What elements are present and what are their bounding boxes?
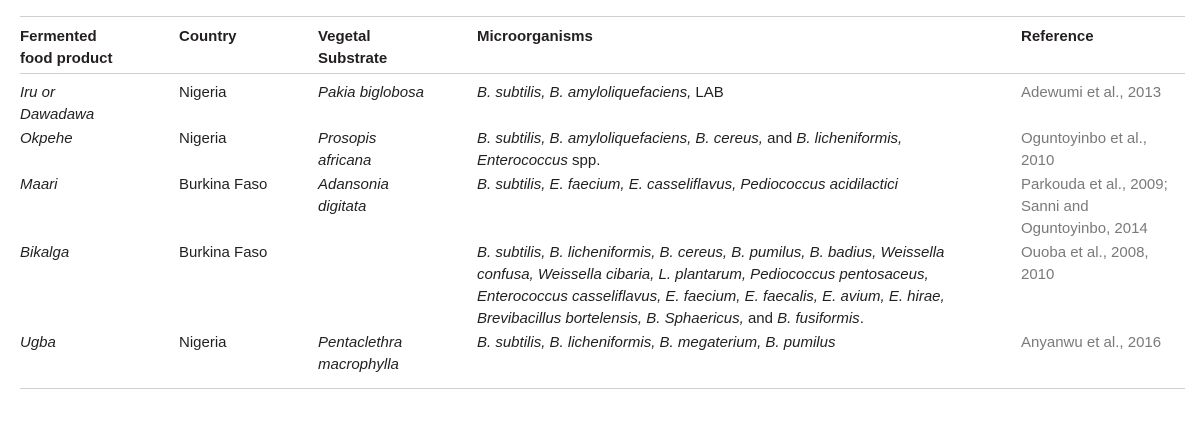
header-product-label: Fermented food product: [20, 28, 113, 67]
table-row: [20, 331, 1185, 389]
cell-reference: [1021, 173, 1185, 241]
cell-product: [20, 127, 179, 173]
fermented-foods-table: [20, 16, 1185, 389]
header-substrate: [318, 17, 477, 74]
header-substrate-label: Vegetal Substrate: [318, 28, 388, 67]
product-name: Ugba: [20, 334, 56, 351]
header-microorganisms-label: Microorganisms: [477, 28, 593, 45]
cell-microorganisms: [477, 74, 1021, 128]
connector-text: and: [743, 310, 778, 327]
species-text: B. subtilis, B. licheniformis, B. megaterium, B. pumilus: [477, 334, 836, 351]
connector-text: and: [762, 130, 797, 147]
header-product: [20, 17, 179, 74]
cell-reference: [1021, 331, 1185, 389]
table-body: [20, 74, 1185, 389]
country-name: Nigeria: [179, 334, 227, 351]
product-name: Maari: [20, 176, 58, 193]
header-country: [179, 17, 318, 74]
microorganisms-list: [477, 174, 1021, 196]
species-text: B. subtilis, B. amyloliquefaciens,: [477, 84, 692, 101]
connector-text: LAB: [691, 84, 724, 101]
cell-country: [179, 241, 318, 331]
product-name: Iru or Dawadawa: [20, 84, 95, 123]
cell-product: [20, 74, 179, 128]
cell-microorganisms: [477, 173, 1021, 241]
cell-substrate: [318, 74, 477, 128]
cell-microorganisms: [477, 331, 1021, 389]
cell-reference: [1021, 127, 1185, 173]
cell-country: [179, 173, 318, 241]
microorganisms-list: [477, 332, 1021, 354]
country-name: Burkina Faso: [179, 244, 268, 261]
cell-reference: [1021, 241, 1185, 331]
microorganisms-list: [477, 128, 942, 172]
cell-substrate: [318, 127, 477, 173]
header-country-label: Country: [179, 28, 237, 45]
header-microorganisms: [477, 17, 1021, 74]
product-name: Bikalga: [20, 244, 70, 261]
cell-country: [179, 74, 318, 128]
cell-product: [20, 331, 179, 389]
cell-substrate: [318, 173, 477, 241]
reference-text: Adewumi et al., 2013: [1021, 84, 1162, 101]
country-name: Nigeria: [179, 84, 227, 101]
cell-reference: [1021, 74, 1185, 128]
cell-country: [179, 127, 318, 173]
connector-text: .: [859, 310, 864, 327]
substrate-name: Adansonia digitata: [318, 176, 389, 215]
cell-product: [20, 173, 179, 241]
table-row: [20, 173, 1185, 241]
reference-text: Ouoba et al., 2008, 2010: [1021, 244, 1149, 283]
cell-product: [20, 241, 179, 331]
microorganisms-list: [477, 242, 982, 330]
country-name: Nigeria: [179, 130, 227, 147]
table-header: [20, 17, 1185, 74]
header-reference-label: Reference: [1021, 28, 1094, 45]
table-row: [20, 241, 1185, 331]
species-text: B. subtilis, B. licheniformis, B. cereus, B. pumilus, B. badius, Weissella confusa, Weissella cibaria, L. plantarum, Pediococcus pentosaceus, Enterococcus casseliflavus, E. faecium, E. faecalis, E. avium, E. hirae, Brevibacillus bortelensis, B. Sphaericus,: [477, 244, 945, 327]
cell-country: [179, 331, 318, 389]
species-text: B. licheniformis, Enterococcus: [477, 130, 903, 169]
connector-text: spp.: [567, 152, 601, 169]
reference-text: Oguntoyinbo et al., 2010: [1021, 130, 1147, 169]
table-row: [20, 74, 1185, 128]
product-name: Okpehe: [20, 130, 73, 147]
species-text: B. subtilis, B. amyloliquefaciens, B. cereus,: [477, 130, 763, 147]
microorganisms-list: [477, 82, 1021, 104]
substrate-name: Prosopis africana: [318, 130, 377, 169]
cell-microorganisms: [477, 127, 1021, 173]
species-text: B. fusiformis: [777, 310, 860, 327]
species-text: B. subtilis, E. faecium, E. casseliflavus, Pediococcus acidilactici: [477, 176, 899, 193]
substrate-name: Pakia biglobosa: [318, 84, 424, 101]
fermented-foods-table-container: [20, 16, 1185, 389]
cell-substrate: [318, 241, 477, 331]
table-row: [20, 127, 1185, 173]
country-name: Burkina Faso: [179, 176, 268, 193]
reference-text: Anyanwu et al., 2016: [1021, 334, 1162, 351]
cell-microorganisms: [477, 241, 1021, 331]
reference-text: Parkouda et al., 2009; Sanni and Oguntoyinbo, 2014: [1021, 176, 1168, 237]
cell-substrate: [318, 331, 477, 389]
substrate-name: Pentaclethra macrophylla: [318, 334, 403, 373]
header-row: [20, 17, 1185, 74]
header-reference: [1021, 17, 1185, 74]
